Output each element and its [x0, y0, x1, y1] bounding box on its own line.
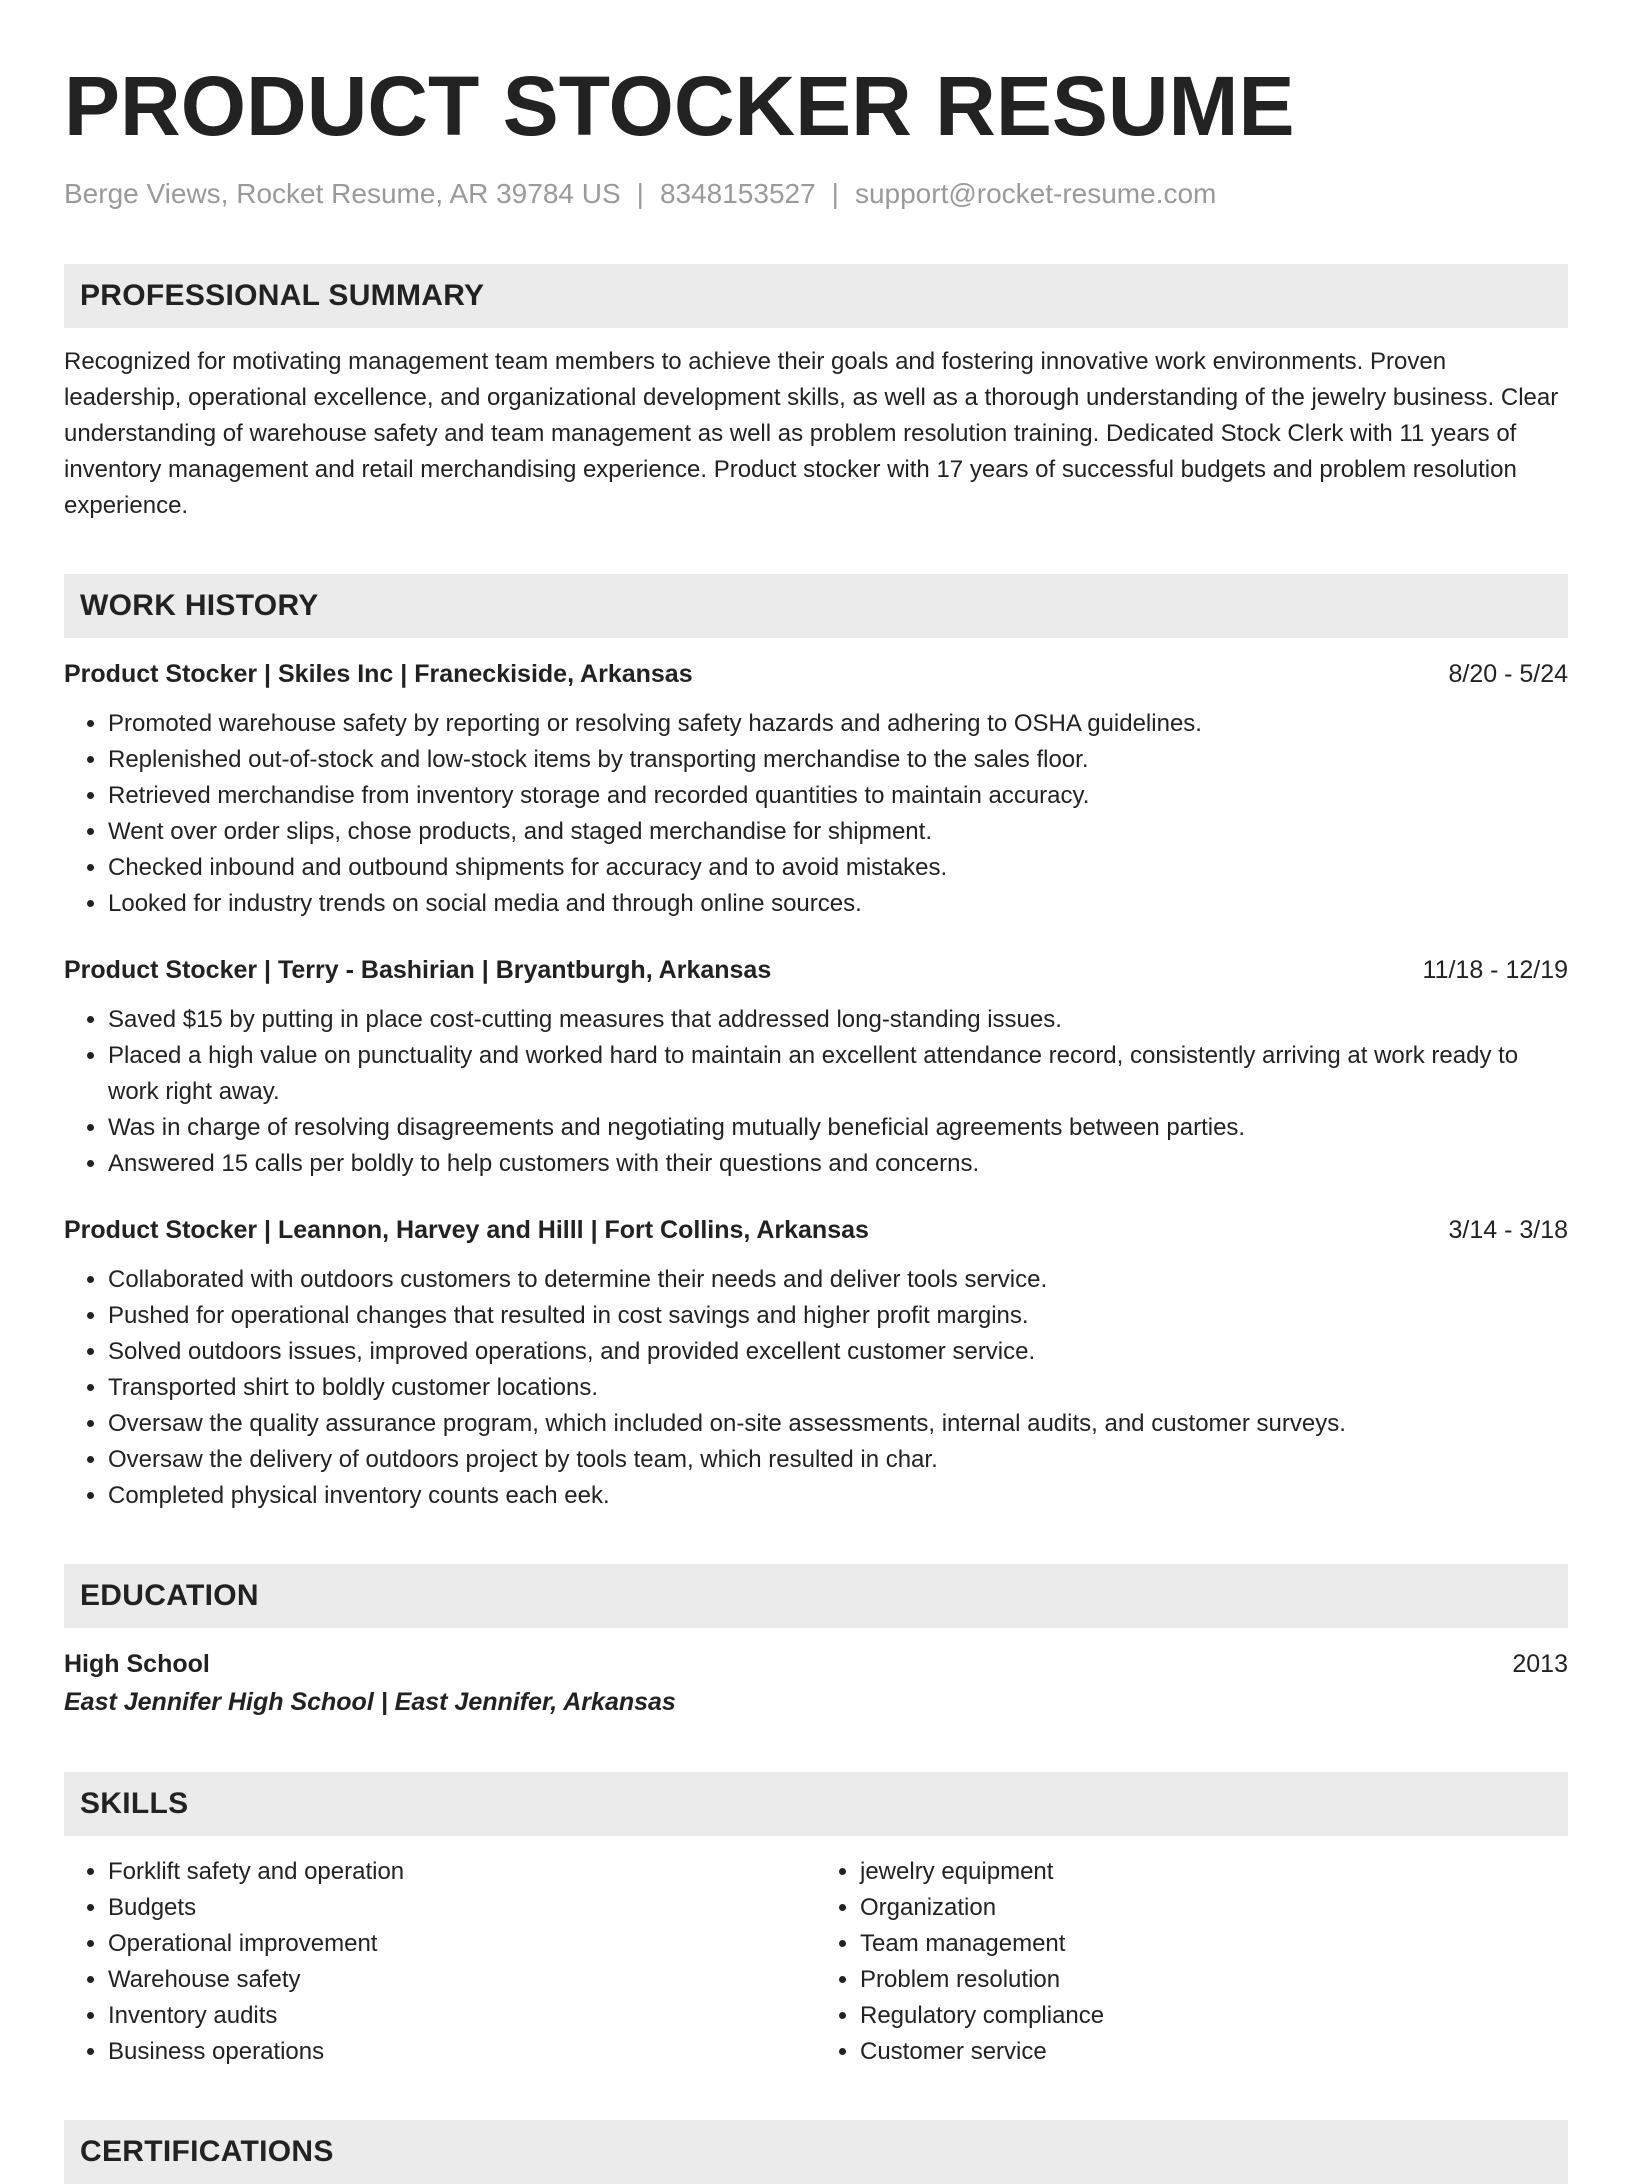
- job-bullets: [64, 1002, 1568, 1182]
- section-heading-education: EDUCATION: [64, 1564, 1568, 1628]
- job-bullet: • Transported shirt to boldly customer locations.: [108, 1370, 1568, 1406]
- job-entry: [64, 656, 1568, 922]
- education-degree: High School: [64, 1650, 210, 1678]
- job-bullet: • Was in charge of resolving disagreements and negotiating mutually beneficial agreements between parties.: [108, 1110, 1568, 1146]
- job-bullet: • Completed physical inventory counts each eek.: [108, 1478, 1568, 1514]
- job-bullets: [64, 1262, 1568, 1514]
- summary-text: Recognized for motivating management team members to achieve their goals and fostering innovative work environments. Proven leadership, operational excellence, and organizational development skills, as well as a thorough understanding of the jewelry business. Clear understanding of warehouse safety and team management as well as problem resolution training. Dedicated Stock Clerk with 11 years of inventory management and retail merchandising experience. Product stocker with 17 years of successful budgets and problem resolution experience.: [64, 348, 1559, 519]
- skill-item: • jewelry equipment: [860, 1854, 1568, 1890]
- section-heading-certifications: CERTIFICATIONS: [64, 2120, 1568, 2184]
- job-bullet: • Placed a high value on punctuality and worked hard to maintain an excellent attendance record, consistently arriving at work ready to work right away.: [108, 1038, 1568, 1110]
- skill-item: • Regulatory compliance: [860, 1998, 1568, 2034]
- resume-title: PRODUCT STOCKER RESUME: [64, 59, 1295, 153]
- education-school: East Jennifer High School | East Jennifer, Arkansas: [64, 1688, 676, 1716]
- skill-item: • Business operations: [108, 2034, 816, 2070]
- job-bullet: • Checked inbound and outbound shipments for accuracy and to avoid mistakes.: [108, 850, 1568, 886]
- skills-column-right: [816, 1854, 1568, 2070]
- job-entry: [64, 952, 1568, 1182]
- skill-item: • Warehouse safety: [108, 1962, 816, 1998]
- skill-item: • Problem resolution: [860, 1962, 1568, 1998]
- resume-page: [64, 0, 1568, 2184]
- skill-item: • Budgets: [108, 1890, 816, 1926]
- job-dates: 8/20 - 5/24: [1448, 660, 1568, 688]
- job-bullet: • Replenished out-of-stock and low-stock items by transporting merchandise to the sales floor.: [108, 742, 1568, 778]
- education-entry: [64, 1646, 1568, 1722]
- job-title: Product Stocker | Terry - Bashirian | Bryantburgh, Arkansas: [64, 956, 772, 984]
- skill-item: • Organization: [860, 1890, 1568, 1926]
- job-title: Product Stocker | Skiles Inc | Franeckiside, Arkansas: [64, 660, 693, 688]
- skills-column-left: [64, 1854, 816, 2070]
- contact-address: Berge Views, Rocket Resume, AR 39784 US: [64, 178, 621, 209]
- job-entry: [64, 1212, 1568, 1514]
- job-bullet: • Oversaw the delivery of outdoors project by tools team, which resulted in char.: [108, 1442, 1568, 1478]
- job-bullet: • Looked for industry trends on social media and through online sources.: [108, 886, 1568, 922]
- contact-line: [64, 176, 1568, 212]
- section-heading-work-history: WORK HISTORY: [64, 574, 1568, 638]
- job-bullets: [64, 706, 1568, 922]
- contact-phone: 8348153527: [659, 178, 816, 209]
- job-bullet: • Went over order slips, chose products, and staged merchandise for shipment.: [108, 814, 1568, 850]
- contact-email: support@rocket-resume.com: [854, 178, 1217, 209]
- section-heading-skills: SKILLS: [64, 1772, 1568, 1836]
- skill-item: • Forklift safety and operation: [108, 1854, 816, 1890]
- contact-separator: |: [831, 178, 839, 209]
- job-bullet: • Promoted warehouse safety by reporting or resolving safety hazards and adhering to OSHA guidelines.: [108, 706, 1568, 742]
- job-title: Product Stocker | Leannon, Harvey and Hilll | Fort Collins, Arkansas: [64, 1216, 869, 1244]
- job-dates: 11/18 - 12/19: [1422, 956, 1568, 984]
- contact-separator: |: [636, 178, 644, 209]
- skill-item: • Customer service: [860, 2034, 1568, 2070]
- job-bullet: • Collaborated with outdoors customers to determine their needs and deliver tools service.: [108, 1262, 1568, 1298]
- job-bullet: • Answered 15 calls per boldly to help customers with their questions and concerns.: [108, 1146, 1568, 1182]
- skills-list: [64, 1854, 1568, 2070]
- job-bullet: • Saved $15 by putting in place cost-cutting measures that addressed long-standing issues.: [108, 1002, 1568, 1038]
- education-year: 2013: [1512, 1650, 1568, 1678]
- job-bullet: • Retrieved merchandise from inventory storage and recorded quantities to maintain accuracy.: [108, 778, 1568, 814]
- skill-item: • Operational improvement: [108, 1926, 816, 1962]
- job-bullet: • Solved outdoors issues, improved operations, and provided excellent customer service.: [108, 1334, 1568, 1370]
- skill-item: • Inventory audits: [108, 1998, 816, 2034]
- section-heading-summary: PROFESSIONAL SUMMARY: [64, 264, 1568, 328]
- skill-item: • Team management: [860, 1926, 1568, 1962]
- job-dates: 3/14 - 3/18: [1448, 1216, 1568, 1244]
- job-bullet: • Oversaw the quality assurance program, which included on-site assessments, internal audits, and customer surveys.: [108, 1406, 1568, 1442]
- job-bullet: • Pushed for operational changes that resulted in cost savings and higher profit margins.: [108, 1298, 1568, 1334]
